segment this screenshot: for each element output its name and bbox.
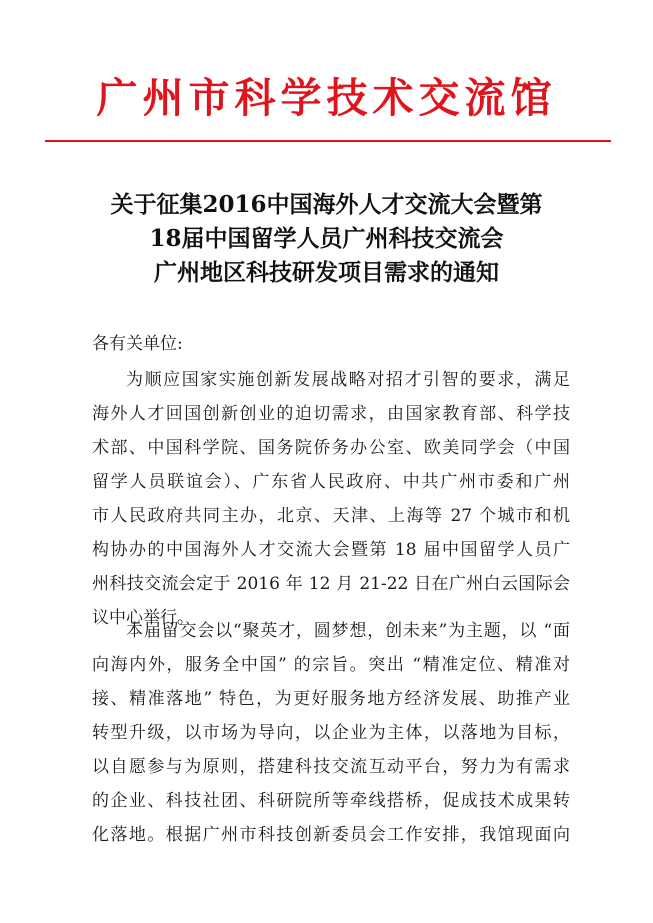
paragraph-line: 术部、中国科学院、国务院侨务办公室、欧美同学会（中国 [92,438,570,458]
body-paragraph-1 [92,363,570,635]
title-line: 18届中国留学人员广州科技交流会 [149,225,504,252]
letterhead-divider [45,140,611,142]
title-line: 广州地区科技研发项目需求的通知 [154,259,499,286]
paragraph-line: 本届留交会以“聚英才，圆梦想，创未来”为主题，以 “面 [126,621,570,641]
paragraph-line: 的企业、科技社团、科研院所等牵线搭桥，促成技术成果转 [92,791,570,811]
salutation: 各有关单位: [92,334,183,354]
paragraph-line: 化落地。根据广州市科技创新委员会工作安排，我馆现面向 [92,825,570,845]
notice-title [0,188,653,290]
paragraph-line: 议中心举行。 [92,608,194,628]
letterhead-org-name: 广州市科学技术交流馆 [96,74,557,122]
paragraph-line: 构协办的中国海外人才交流大会暨第 18 届中国留学人员广 [92,540,570,560]
body-paragraph-2 [92,614,570,852]
paragraph-line: 海外人才回国创新创业的迫切需求，由国家教育部、科学技 [92,404,570,424]
paragraph-line: 向海内外，服务全中国” 的宗旨。突出 “精准定位、精准对 [92,655,570,675]
title-line: 关于征集2016中国海外人才交流大会暨第 [110,191,543,218]
paragraph-line: 为顺应国家实施创新发展战略对招才引智的要求，满足 [126,370,570,390]
paragraph-line: 接、精准落地” 特色，为更好服务地方经济发展、助推产业 [92,689,570,709]
paragraph-line: 留学人员联谊会）、广东省人民政府、中共广州市委和广州 [92,472,570,492]
paragraph-line: 州科技交流会定于 2016 年 12 月 21-22 日在广州白云国际会 [92,574,570,594]
paragraph-line: 转型升级，以市场为导向，以企业为主体，以落地为目标， [92,723,570,743]
paragraph-line: 以自愿参与为原则，搭建科技交流互动平台，努力为有需求 [92,757,570,777]
paragraph-line: 市人民政府共同主办，北京、天津、上海等 27 个城市和机 [92,506,570,526]
